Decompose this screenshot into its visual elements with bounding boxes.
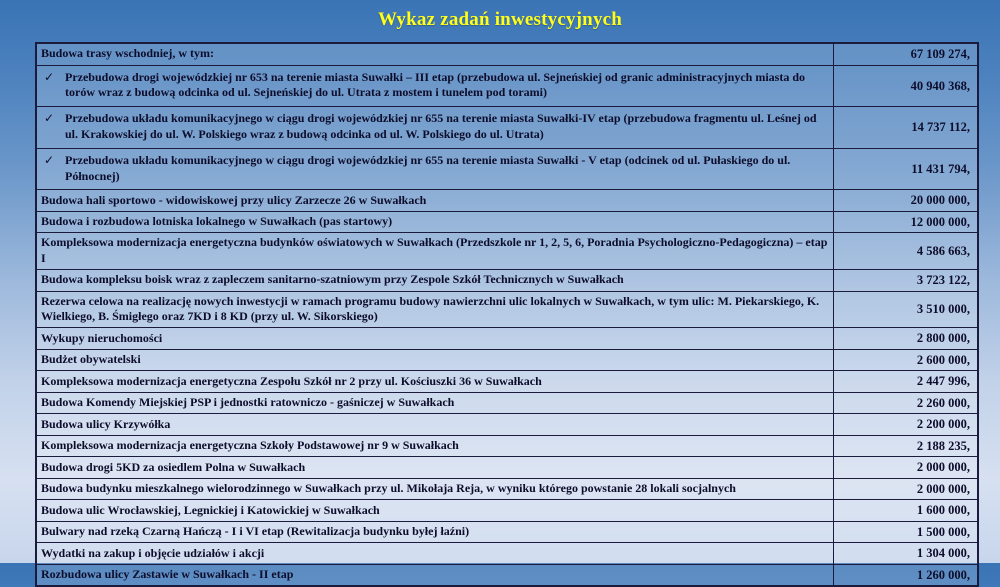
checkmark-icon: ✓ [44,152,55,167]
task-label: Budowa budynku mieszkalnego wielorodzinnego w Suwałkach przy ul. Mikołaja Reja, w wyniku którego powstanie 28 lokali socjalnych [41,481,736,496]
table-row [36,328,978,350]
task-cell [36,478,833,500]
table-body [36,43,978,586]
table-row [36,543,978,565]
investment-table [35,42,979,587]
amount-cell: 40 940 368, [833,65,978,107]
amount-cell: 14 737 112, [833,107,978,149]
task-cell [36,148,833,190]
task-label: Budowa i rozbudowa lotniska lokalnego w Suwałkach (pas startowy) [41,214,393,229]
task-label-wrap [41,438,829,454]
amount-cell: 2 447 996, [833,371,978,393]
task-label: Budowa ulicy Krzywółka [41,416,171,431]
task-label-wrap [41,567,829,583]
task-label-wrap [41,111,829,143]
amount-cell: 4 586 663, [833,233,978,270]
task-label: Bulwary nad rzeką Czarną Hańczą - I i VI etap (Rewitalizacja budynku byłej łaźni) [41,524,470,539]
task-label: Przebudowa drogi wojewódzkiej nr 653 na terenie miasta Suwałki – III etap (przebudowa ul. Sejneńskiej od granic administracyjnych miasta do torów wraz z budową odcinka od ul. Sejneńskiej do ul. Utrata z mostem i tunelem pod torami) [65,69,806,100]
task-label: Budowa Komendy Miejskiej PSP i jednostki ratowniczo - gaśniczej w Suwałkach [41,395,455,410]
task-label: Budowa hali sportowo - widowiskowej przy ulicy Zarzecze 26 w Suwałkach [41,192,427,207]
table-row [36,190,978,212]
task-label-wrap [41,294,829,326]
task-label-wrap [41,546,829,562]
table-row [36,478,978,500]
amount-cell: 1 500 000, [833,521,978,543]
task-cell [36,270,833,292]
task-label: Kompleksowa modernizacja energetyczna budynków oświatowych w Suwałkach (Przedszkole nr 1, 2, 5, 6, Poradnia Psychologiczno-Pedagogiczna) – etap I [41,235,828,266]
table-row [36,107,978,149]
task-cell [36,543,833,565]
table-row [36,233,978,270]
amount-cell: 1 260 000, [833,564,978,586]
task-label: Budowa ulic Wrocławskiej, Legnickiej i Katowickiej w Suwałkach [41,502,380,517]
table-row [36,211,978,233]
amount-cell: 2 200 000, [833,414,978,436]
task-cell [36,233,833,270]
task-label-wrap [41,153,829,185]
amount-cell: 2 000 000, [833,478,978,500]
task-label: Budżet obywatelski [41,352,141,367]
task-cell [36,349,833,371]
task-label-wrap [41,235,829,267]
task-label: Przebudowa układu komunikacyjnego w ciągu drogi wojewódzkiej nr 655 na terenie miasta Suwałki-IV etap (przebudowa fragmentu ul. Leśnej od ul. Krakowskiej do ul. W. Polskiego wraz z budową odcinka od ul. W. Polskiego do ul. Utrata) [65,111,817,141]
amount-cell: 2 800 000, [833,328,978,350]
task-cell [36,291,833,328]
task-label-wrap [41,417,829,433]
task-cell [36,371,833,393]
amount-cell: 20 000 000, [833,190,978,212]
task-cell [36,521,833,543]
task-label-wrap [41,524,829,540]
table-row [36,371,978,393]
task-label-wrap [41,374,829,390]
task-label: Przebudowa układu komunikacyjnego w ciągu drogi wojewódzkiej nr 655 na terenie miasta Suwałki - V etap (odcinek od ul. Pułaskiego do ul. Północnej) [65,152,791,183]
task-cell [36,564,833,586]
table-row [36,521,978,543]
table-row [36,349,978,371]
task-label: Rezerwa celowa na realizację nowych inwestycji w ramach programu budowy nawierzchni ulic lokalnych w Suwałkach, w tym ulic: M. Piekarskiego, K. Wielkiego, B. Śmigłego oraz 7KD i 8 KD (przy ul. W. Sikorskiego) [41,293,820,324]
table-row [36,65,978,107]
amount-cell: 2 188 235, [833,435,978,457]
task-cell [36,65,833,107]
amount-cell: 12 000 000, [833,211,978,233]
task-cell [36,43,833,65]
task-label-wrap [41,214,829,230]
amount-cell: 1 600 000, [833,500,978,522]
amount-cell: 11 431 794, [833,148,978,190]
amount-cell: 2 600 000, [833,349,978,371]
table-row [36,414,978,436]
task-label: Rozbudowa ulicy Zastawie w Suwałkach - II etap [41,567,294,582]
task-label-wrap [41,481,829,497]
task-cell [36,414,833,436]
task-cell [36,457,833,479]
page-title: Wykaz zadań inwestycyjnych [377,9,623,30]
task-cell [36,211,833,233]
task-label: Budowa trasy wschodniej, w tym: [41,46,215,61]
task-label: Budowa drogi 5KD za osiedlem Polna w Suwałkach [41,459,306,474]
checkmark-icon: ✓ [44,69,55,84]
table-row [36,270,978,292]
table-row [36,435,978,457]
task-cell [36,107,833,149]
task-label: Kompleksowa modernizacja energetyczna Szkoły Podstawowej nr 9 w Suwałkach [41,438,459,453]
task-label-wrap [41,193,829,209]
task-cell [36,190,833,212]
task-label-wrap [41,70,829,102]
task-label-wrap [41,460,829,476]
task-label-wrap [41,395,829,411]
task-cell [36,328,833,350]
table-row [36,291,978,328]
task-label: Budowa kompleksu boisk wraz z zapleczem sanitarno-szatniowym przy Zespole Szkół Technicznych w Suwałkach [41,272,624,287]
task-cell [36,435,833,457]
task-label: Kompleksowa modernizacja energetyczna Zespołu Szkół nr 2 przy ul. Kościuszki 36 w Suwałkach [41,373,542,388]
table-row [36,500,978,522]
amount-cell: 3 510 000, [833,291,978,328]
task-label-wrap [41,46,829,62]
table-row [36,148,978,190]
checkmark-icon: ✓ [44,111,55,126]
table-row [36,43,978,65]
amount-cell: 3 723 122, [833,270,978,292]
amount-cell: 2 260 000, [833,392,978,414]
amount-cell: 67 109 274, [833,43,978,65]
task-label: Wykupy nieruchomości [41,330,163,345]
task-cell [36,392,833,414]
table-row [36,457,978,479]
task-label-wrap [41,331,829,347]
amount-cell: 1 304 000, [833,543,978,565]
task-label-wrap [41,352,829,368]
table-row [36,392,978,414]
task-label-wrap [41,272,829,288]
task-label: Wydatki na zakup i objęcie udziałów i akcji [41,545,265,560]
task-label-wrap [41,503,829,519]
task-cell [36,500,833,522]
amount-cell: 2 000 000, [833,457,978,479]
table-row [36,564,978,586]
